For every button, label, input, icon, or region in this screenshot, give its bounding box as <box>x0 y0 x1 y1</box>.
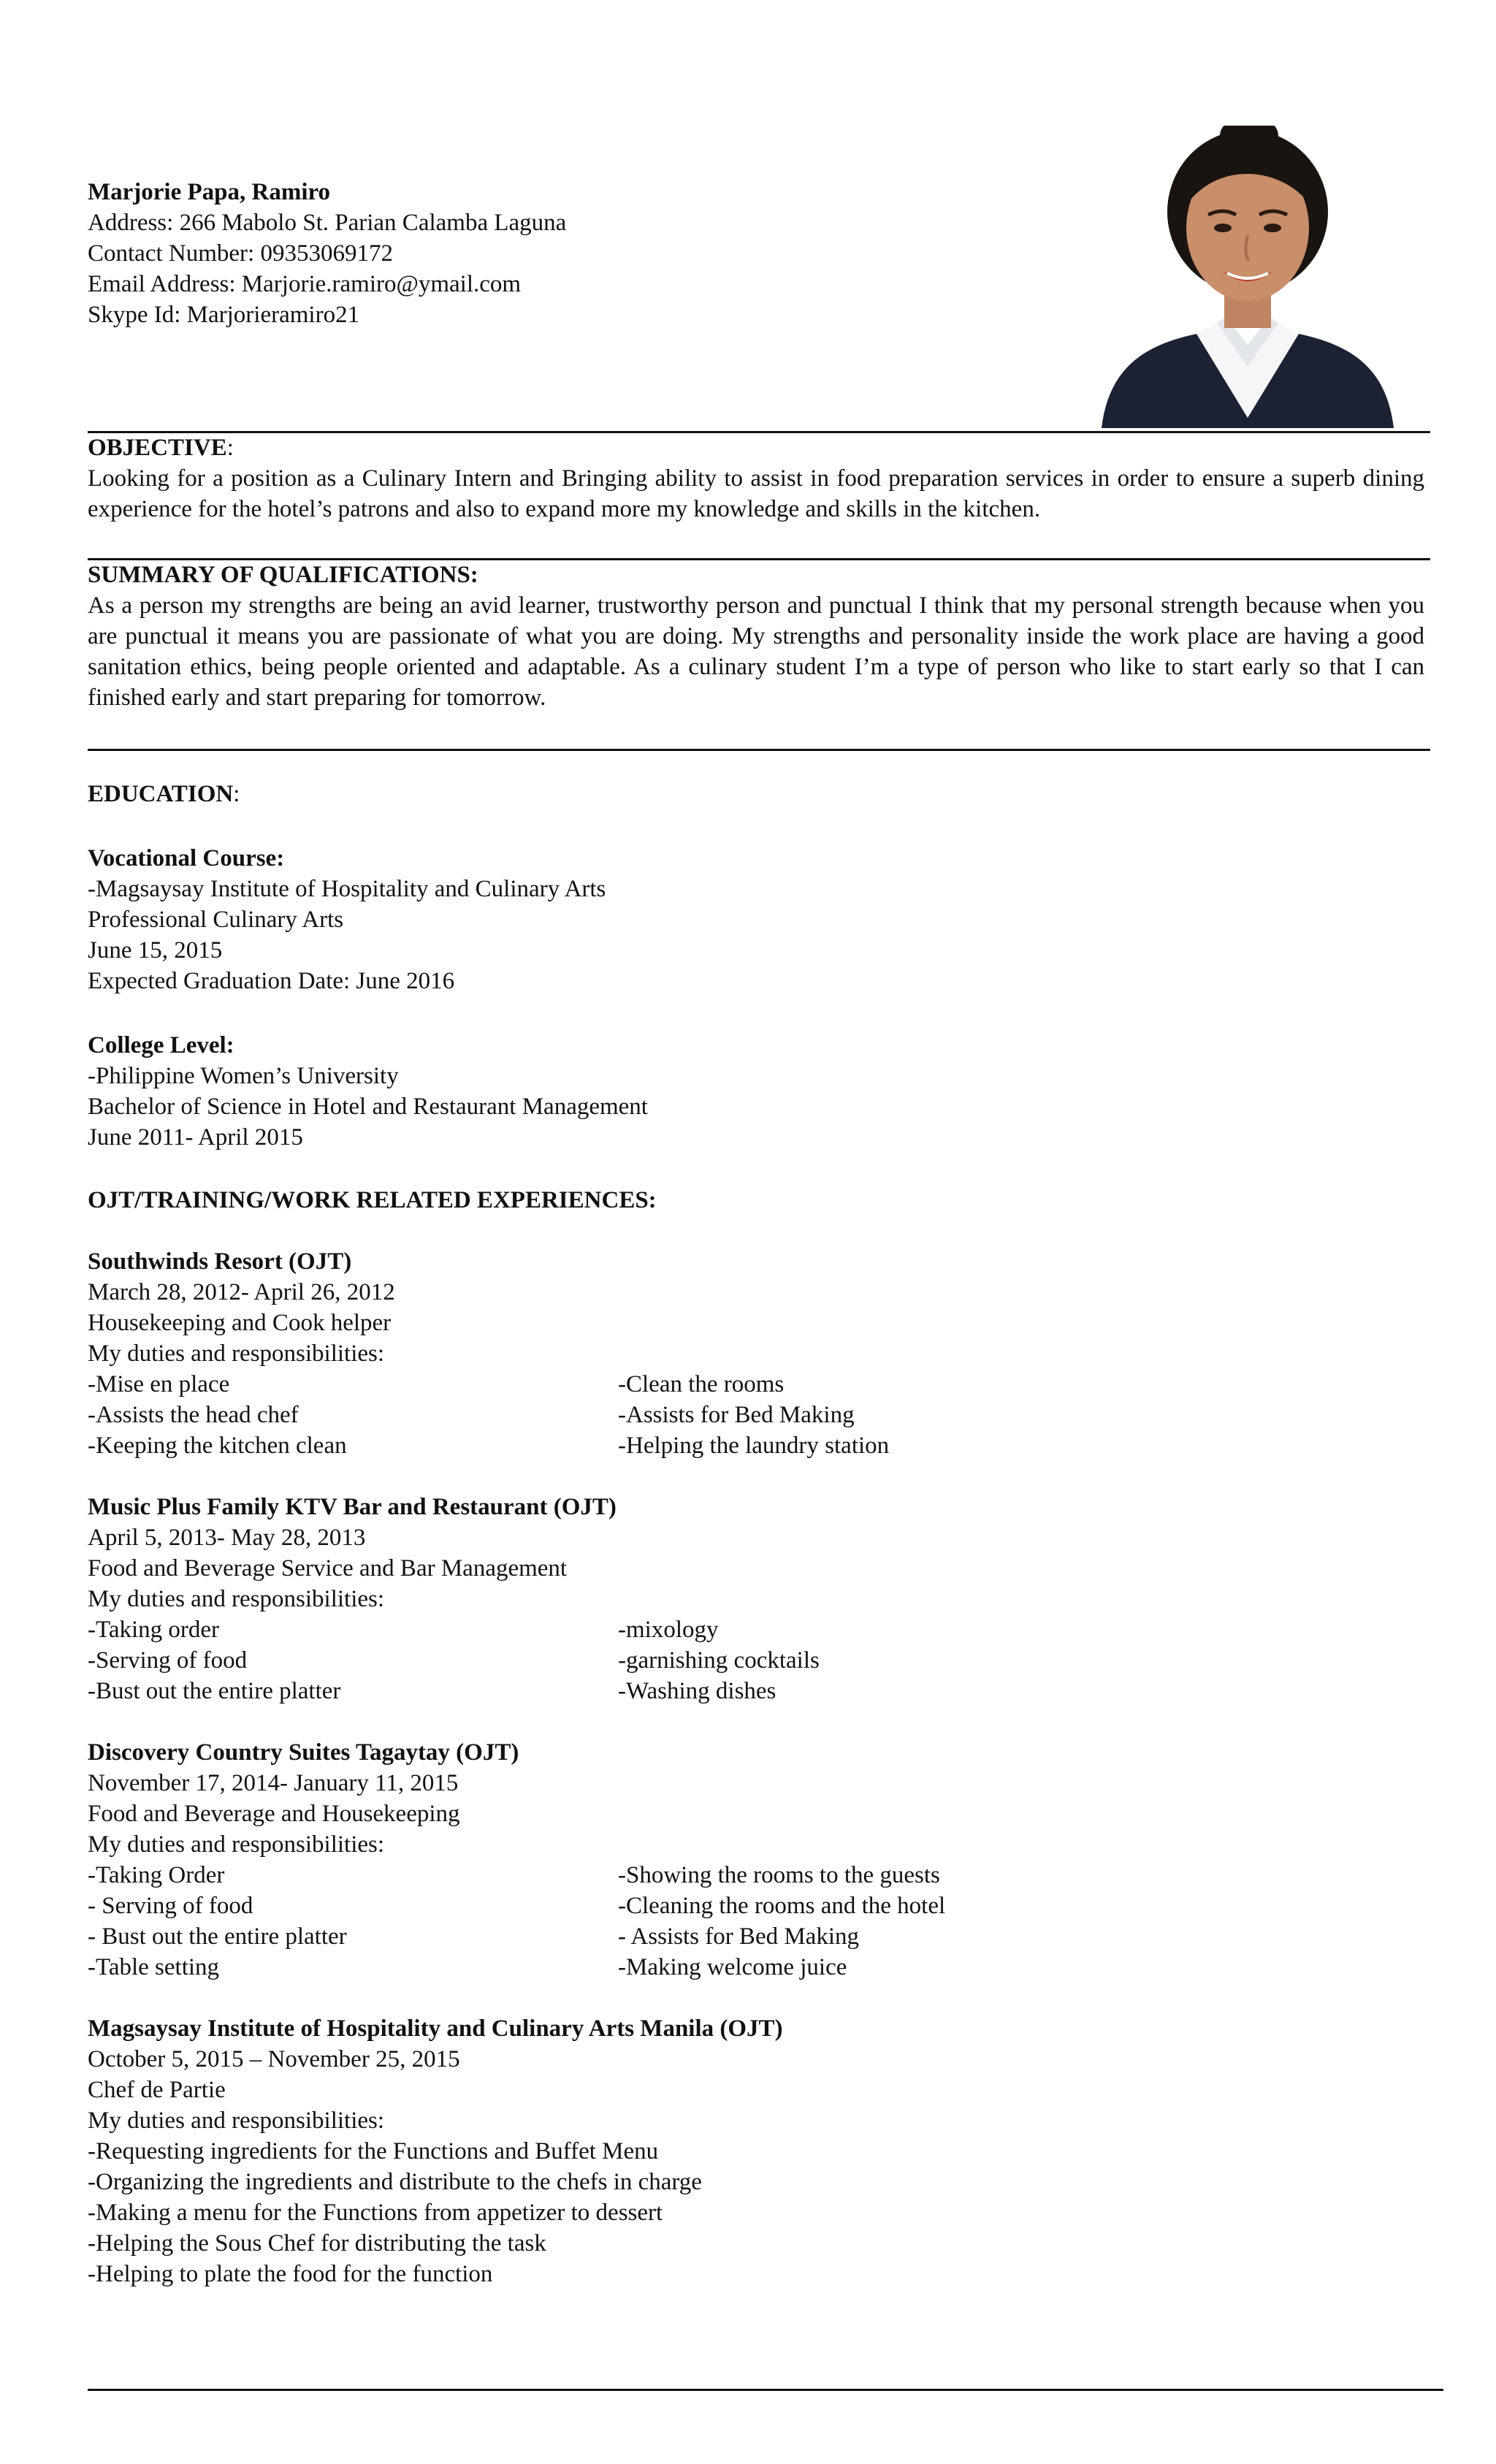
divider-bottom <box>88 2389 1443 2391</box>
duty-item: -garnishing cocktails <box>618 1647 820 1674</box>
job-duties-grid <box>88 1369 1424 1461</box>
duty-item: -Helping the Sous Chef for distributing the task <box>88 2230 546 2257</box>
job-duties-label: My duties and responsibilities: <box>88 1340 385 1367</box>
vocational-graduation: Expected Graduation Date: June 2016 <box>88 968 455 994</box>
job-duties-grid <box>88 1614 1424 1706</box>
objective-colon: : <box>226 435 234 461</box>
job-role: Food and Beverage Service and Bar Management <box>88 1555 568 1582</box>
duty-item: -Mise en place <box>88 1371 230 1397</box>
duty-item: -mixology <box>618 1617 719 1643</box>
vocational-school: -Magsaysay Institute of Hospitality and Culinary Arts <box>88 876 606 902</box>
duty-item: -Assists for Bed Making <box>618 1402 855 1428</box>
college-program: Bachelor of Science in Hotel and Restaurant Management <box>88 1094 648 1120</box>
job-role: Food and Beverage and Housekeeping <box>88 1801 460 1827</box>
job-company: Magsaysay Institute of Hospitality and Culinary Arts Manila (OJT) <box>88 2015 783 2042</box>
duty-item: -Washing dishes <box>618 1678 776 1704</box>
address-line: Address: 266 Mabolo St. Parian Calamba Laguna <box>88 210 567 236</box>
college-date: June 2011- April 2015 <box>88 1124 303 1151</box>
objective-heading: OBJECTIVE <box>88 435 227 461</box>
duty-item: -Taking order <box>88 1617 220 1643</box>
objective-text: Looking for a position as a Culinary Intern and Bringing ability to assist in food preparation services in order to ensure a superb dining experience for the hotel’s patrons and also to expand more my knowledge and skills in the kitchen. <box>88 465 1424 522</box>
summary-heading: SUMMARY OF QUALIFICATIONS: <box>88 562 478 588</box>
duty-item: -Keeping the kitchen clean <box>88 1433 347 1459</box>
duty-item: -Organizing the ingredients and distribute to the chefs in charge <box>88 2169 702 2195</box>
job-role: Housekeeping and Cook helper <box>88 1310 392 1336</box>
experience-heading: OJT/TRAINING/WORK RELATED EXPERIENCES: <box>88 1187 657 1213</box>
duty-item: -Assists the head chef <box>88 1402 299 1428</box>
duty-item: - Serving of food <box>88 1893 253 1919</box>
education-section <box>88 779 1424 2289</box>
summary-text: As a person my strengths are being an avid learner, trustworthy person and punctual I think that my personal strength because when you are punctual it means you are passionate of what you are doing. My strengths and personality inside the work place are having a good sanitation ethics, being people oriented and adaptable. As a culinary student I’m a type of person who like to start early so that I can finished early and start preparing for tomorrow. <box>88 592 1424 711</box>
duty-item: -Making a menu for the Functions from appetizer to dessert <box>88 2200 663 2226</box>
duty-item: -Bust out the entire platter <box>88 1678 341 1704</box>
education-heading: EDUCATION <box>88 781 234 807</box>
duty-item: -Helping to plate the food for the function <box>88 2261 493 2287</box>
vocational-program: Professional Culinary Arts <box>88 907 344 933</box>
job-dates: October 5, 2015 – November 25, 2015 <box>88 2046 460 2072</box>
duty-item: -Helping the laundry station <box>618 1433 890 1459</box>
duty-item: - Assists for Bed Making <box>618 1923 859 1950</box>
job-duties-label: My duties and responsibilities: <box>88 1831 385 1858</box>
contact-number-line: Contact Number: 09353069172 <box>88 240 393 267</box>
duty-item: -Table setting <box>88 1954 220 1980</box>
education-colon: : <box>233 781 240 807</box>
job-duties-label: My duties and responsibilities: <box>88 2108 385 2134</box>
duty-item: -Taking Order <box>88 1862 225 1888</box>
college-label: College Level: <box>88 1032 234 1059</box>
duty-item: -Cleaning the rooms and the hotel <box>618 1893 946 1919</box>
duty-item: -Requesting ingredients for the Functions and Buffet Menu <box>88 2138 659 2164</box>
job-company: Southwinds Resort (OJT) <box>88 1248 352 1275</box>
summary-section <box>88 560 1424 713</box>
job-role: Chef de Partie <box>88 2077 226 2103</box>
duty-item: -Clean the rooms <box>618 1371 785 1397</box>
job-company: Music Plus Family KTV Bar and Restaurant (OJT) <box>88 1494 617 1520</box>
portrait-illustration <box>1087 126 1408 428</box>
profile-photo <box>1087 126 1408 428</box>
job-dates: March 28, 2012- April 26, 2012 <box>88 1279 395 1305</box>
job-company: Discovery Country Suites Tagaytay (OJT) <box>88 1739 519 1766</box>
duty-item: -Serving of food <box>88 1647 248 1674</box>
vocational-date: June 15, 2015 <box>88 937 223 964</box>
skype-line: Skype Id: Marjorieramiro21 <box>88 302 360 328</box>
divider-education <box>88 749 1430 751</box>
job-duties-grid <box>88 1860 1424 1983</box>
duty-item: -Making welcome juice <box>618 1954 847 1980</box>
vocational-label: Vocational Course: <box>88 845 285 871</box>
job-dates: November 17, 2014- January 11, 2015 <box>88 1770 459 1796</box>
job-duties-label: My duties and responsibilities: <box>88 1586 385 1612</box>
email-line: Email Address: Marjorie.ramiro@ymail.com <box>88 271 522 297</box>
job-dates: April 5, 2013- May 28, 2013 <box>88 1525 366 1551</box>
objective-section <box>88 432 1424 525</box>
duty-item: -Showing the rooms to the guests <box>618 1862 940 1888</box>
candidate-name: Marjorie Papa, Ramiro <box>88 179 331 205</box>
duty-item: - Bust out the entire platter <box>88 1923 347 1950</box>
college-school: -Philippine Women’s University <box>88 1063 399 1089</box>
